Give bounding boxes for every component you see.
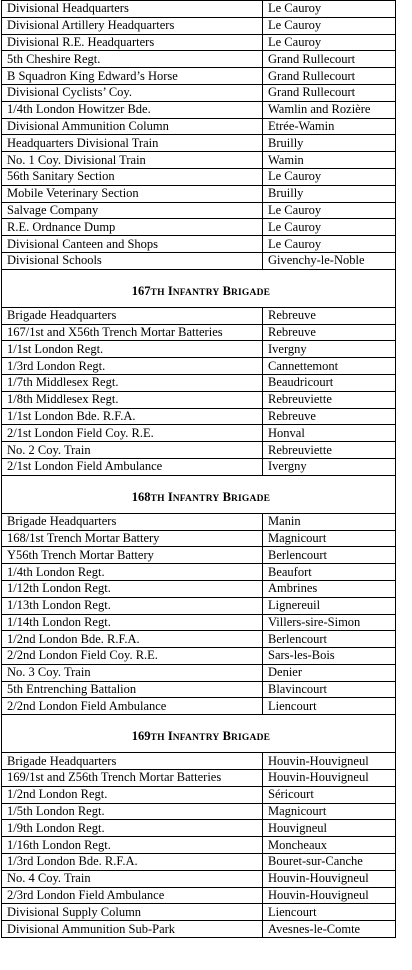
unit-cell: 1/4th London Howitzer Bde. (2, 101, 263, 118)
section-heading (2, 475, 396, 513)
unit-cell: Divisional Canteen and Shops (2, 236, 263, 253)
unit-cell: Divisional Artillery Headquarters (2, 17, 263, 34)
table-row (2, 530, 396, 547)
unit-cell: 56th Sanitary Section (2, 168, 263, 185)
table-row (2, 68, 396, 85)
location-cell: Etrée-Wamin (263, 118, 396, 135)
unit-cell: 5th Cheshire Regt. (2, 51, 263, 68)
billeting-table-body (2, 1, 396, 938)
location-cell: Grand Rullecourt (263, 84, 396, 101)
heading-part: 167 (131, 283, 151, 298)
location-cell: Bruilly (263, 135, 396, 152)
table-row (2, 921, 396, 938)
table-row (2, 408, 396, 425)
location-cell: Ivergny (263, 341, 396, 358)
unit-cell: 1/1st London Regt. (2, 341, 263, 358)
location-cell: Séricourt (263, 786, 396, 803)
location-cell: Denier (263, 664, 396, 681)
unit-cell: 167/1st and X56th Trench Mortar Batteries (2, 324, 263, 341)
location-cell: Ambrines (263, 580, 396, 597)
heading-part: I (167, 729, 173, 744)
unit-cell: Divisional Schools (2, 252, 263, 269)
table-row (2, 870, 396, 887)
table-row (2, 580, 396, 597)
unit-cell: Divisional Cyclists’ Coy. (2, 84, 263, 101)
location-cell: Houvin-Houvigneul (263, 753, 396, 770)
location-cell: Le Cauroy (263, 17, 396, 34)
table-row (2, 614, 396, 631)
unit-cell: 2/2nd London Field Ambulance (2, 698, 263, 715)
heading-part: RIGADE (230, 493, 271, 504)
unit-cell: Divisional Supply Column (2, 904, 263, 921)
table-row (2, 152, 396, 169)
unit-cell: 1/7th Middlesex Regt. (2, 374, 263, 391)
table-row (2, 786, 396, 803)
unit-cell: 2/3rd London Field Ambulance (2, 887, 263, 904)
unit-cell: 1/13th London Regt. (2, 597, 263, 614)
heading-part: TH (150, 493, 165, 504)
location-cell: Grand Rullecourt (263, 51, 396, 68)
unit-cell: 2/1st London Field Ambulance (2, 458, 263, 475)
unit-cell: No. 1 Coy. Divisional Train (2, 152, 263, 169)
location-cell: Le Cauroy (263, 34, 396, 51)
location-cell: Rebreuve (263, 324, 396, 341)
table-row (2, 597, 396, 614)
location-cell: Magnicourt (263, 803, 396, 820)
location-cell: Honval (263, 425, 396, 442)
section-heading-row (2, 715, 396, 753)
location-cell: Cannettemont (263, 358, 396, 375)
heading-part: NFANTRY (172, 493, 220, 504)
table-row (2, 341, 396, 358)
table-row (2, 513, 396, 530)
location-cell: Houvin-Houvigneul (263, 870, 396, 887)
location-cell: Ivergny (263, 458, 396, 475)
heading-part: NFANTRY (172, 733, 220, 744)
unit-cell: No. 4 Coy. Train (2, 870, 263, 887)
unit-cell: Divisional Headquarters (2, 1, 263, 18)
table-row (2, 185, 396, 202)
unit-cell: No. 2 Coy. Train (2, 442, 263, 459)
location-cell: Wamin (263, 152, 396, 169)
unit-cell: Divisional R.E. Headquarters (2, 34, 263, 51)
heading-part: 168 (131, 489, 151, 504)
table-row (2, 358, 396, 375)
section-heading (2, 269, 396, 307)
unit-cell: 168/1st Trench Mortar Battery (2, 530, 263, 547)
table-row (2, 664, 396, 681)
location-cell: Le Cauroy (263, 236, 396, 253)
unit-cell: Brigade Headquarters (2, 307, 263, 324)
table-row (2, 391, 396, 408)
unit-cell: Salvage Company (2, 202, 263, 219)
location-cell: Bruilly (263, 185, 396, 202)
unit-cell: 1/5th London Regt. (2, 803, 263, 820)
unit-cell: Divisional Ammunition Column (2, 118, 263, 135)
location-cell: Rebreuve (263, 408, 396, 425)
heading-part: B (222, 489, 231, 504)
heading-part: I (167, 489, 173, 504)
heading-part: RIGADE (230, 733, 271, 744)
unit-cell: 2/1st London Field Coy. R.E. (2, 425, 263, 442)
table-row (2, 820, 396, 837)
table-row (2, 631, 396, 648)
location-cell: Bouret-sur-Canche (263, 854, 396, 871)
unit-cell: Divisional Ammunition Sub-Park (2, 921, 263, 938)
location-cell: Houvigneul (263, 820, 396, 837)
location-cell: Berlencourt (263, 547, 396, 564)
location-cell: Berlencourt (263, 631, 396, 648)
unit-cell: 1/8th Middlesex Regt. (2, 391, 263, 408)
heading-part: NFANTRY (172, 287, 220, 298)
location-cell: Rebreuviette (263, 391, 396, 408)
unit-cell: Mobile Veterinary Section (2, 185, 263, 202)
location-cell: Liencourt (263, 698, 396, 715)
table-row (2, 51, 396, 68)
location-cell: Beaudricourt (263, 374, 396, 391)
table-row (2, 547, 396, 564)
table-row (2, 648, 396, 665)
table-row (2, 753, 396, 770)
table-row (2, 770, 396, 787)
table-row (2, 442, 396, 459)
heading-part: B (222, 283, 231, 298)
unit-cell: R.E. Ordnance Dump (2, 219, 263, 236)
table-row (2, 698, 396, 715)
unit-cell: 2/2nd London Field Coy. R.E. (2, 648, 263, 665)
location-cell: Beaufort (263, 564, 396, 581)
table-row (2, 236, 396, 253)
location-cell: Manin (263, 513, 396, 530)
unit-cell: 1/4th London Regt. (2, 564, 263, 581)
unit-cell: Brigade Headquarters (2, 513, 263, 530)
table-row (2, 374, 396, 391)
table-row (2, 252, 396, 269)
table-row (2, 101, 396, 118)
table-row (2, 84, 396, 101)
table-row (2, 904, 396, 921)
heading-part: RIGADE (230, 287, 271, 298)
table-row (2, 118, 396, 135)
table-row (2, 681, 396, 698)
table-row (2, 219, 396, 236)
table-row (2, 1, 396, 18)
table-row (2, 803, 396, 820)
unit-cell: 1/2nd London Regt. (2, 786, 263, 803)
heading-part: B (222, 729, 231, 744)
table-row (2, 854, 396, 871)
location-cell: Villers-sire-Simon (263, 614, 396, 631)
section-heading (2, 715, 396, 753)
unit-cell: Brigade Headquarters (2, 753, 263, 770)
unit-cell: No. 3 Coy. Train (2, 664, 263, 681)
location-cell: Le Cauroy (263, 168, 396, 185)
unit-cell: 1/16th London Regt. (2, 837, 263, 854)
location-cell: Grand Rullecourt (263, 68, 396, 85)
unit-cell: 169/1st and Z56th Trench Mortar Batteries (2, 770, 263, 787)
location-cell: Moncheaux (263, 837, 396, 854)
unit-cell: B Squadron King Edward’s Horse (2, 68, 263, 85)
table-row (2, 135, 396, 152)
billeting-table (1, 0, 396, 938)
unit-cell: Y56th Trench Mortar Battery (2, 547, 263, 564)
heading-part: 169 (131, 729, 151, 744)
unit-cell: 1/1st London Bde. R.F.A. (2, 408, 263, 425)
location-cell: Le Cauroy (263, 1, 396, 18)
location-cell: Le Cauroy (263, 219, 396, 236)
table-row (2, 307, 396, 324)
table-row (2, 34, 396, 51)
location-cell: Lignereuil (263, 597, 396, 614)
heading-part: TH (150, 733, 165, 744)
unit-cell: 1/3rd London Regt. (2, 358, 263, 375)
billeting-table-document (1, 0, 395, 938)
location-cell: Le Cauroy (263, 202, 396, 219)
table-row (2, 564, 396, 581)
table-row (2, 425, 396, 442)
location-cell: Houvin-Houvigneul (263, 770, 396, 787)
location-cell: Liencourt (263, 904, 396, 921)
location-cell: Avesnes-le-Comte (263, 921, 396, 938)
heading-part: TH (150, 287, 165, 298)
location-cell: Givenchy-le-Noble (263, 252, 396, 269)
unit-cell: 1/9th London Regt. (2, 820, 263, 837)
location-cell: Rebreuve (263, 307, 396, 324)
table-row (2, 17, 396, 34)
table-row (2, 837, 396, 854)
section-heading-row (2, 475, 396, 513)
location-cell: Sars-les-Bois (263, 648, 396, 665)
table-row (2, 202, 396, 219)
table-row (2, 168, 396, 185)
table-row (2, 887, 396, 904)
table-row (2, 458, 396, 475)
section-heading-row (2, 269, 396, 307)
location-cell: Rebreuviette (263, 442, 396, 459)
location-cell: Houvin-Houvigneul (263, 887, 396, 904)
unit-cell: 1/3rd London Bde. R.F.A. (2, 854, 263, 871)
unit-cell: 1/14th London Regt. (2, 614, 263, 631)
unit-cell: Headquarters Divisional Train (2, 135, 263, 152)
unit-cell: 5th Entrenching Battalion (2, 681, 263, 698)
heading-part: I (167, 283, 173, 298)
location-cell: Blavincourt (263, 681, 396, 698)
table-row (2, 324, 396, 341)
location-cell: Wamlin and Rozière (263, 101, 396, 118)
location-cell: Magnicourt (263, 530, 396, 547)
unit-cell: 1/12th London Regt. (2, 580, 263, 597)
unit-cell: 1/2nd London Bde. R.F.A. (2, 631, 263, 648)
